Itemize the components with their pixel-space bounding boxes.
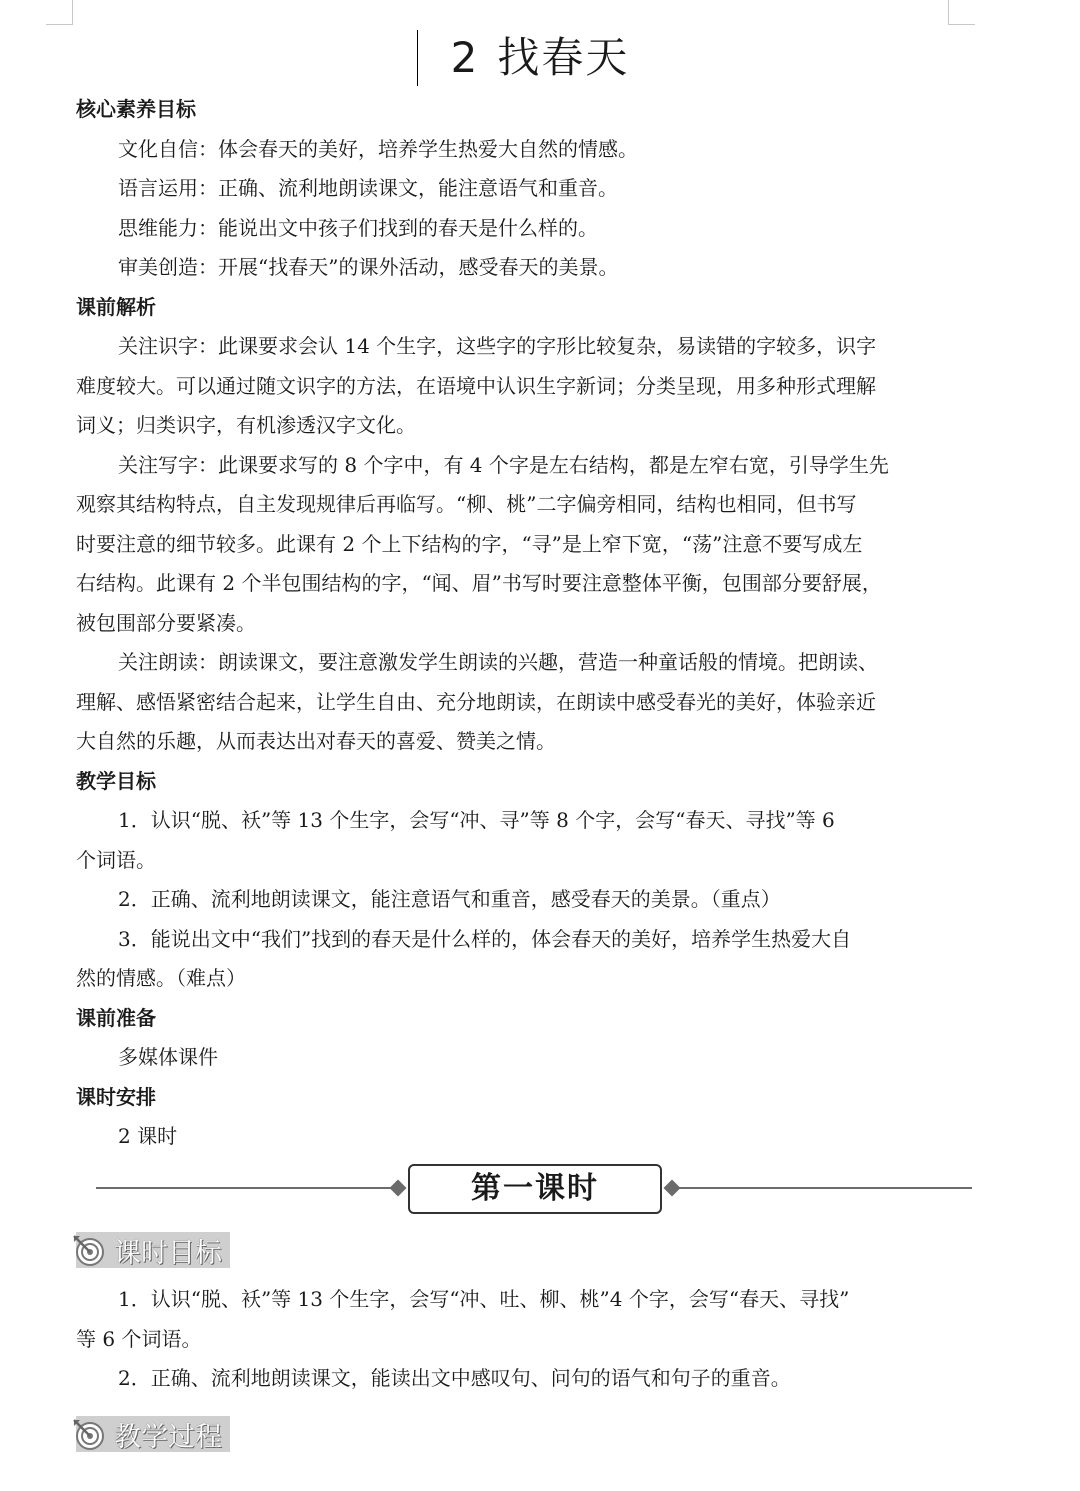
process-tag-label: 教学过程 [114, 1421, 222, 1453]
core-goal-line: 文化自信：体会春天的美好，培养学生热爱大自然的情感。 [118, 136, 638, 161]
teaching-goal-line: 然的情感。（难点） [76, 966, 246, 990]
schedule-text: 2 课时 [118, 1124, 178, 1148]
target-icon [72, 1416, 112, 1452]
heading-core-goals: 核心素养目标 [76, 97, 196, 121]
divider-diamond-left [390, 1180, 407, 1197]
heading-teaching-goals: 教学目标 [76, 768, 156, 793]
lesson-goal-line: 2．正确、流利地朗读课文，能读出文中感叹句、问句的语气和句子的重音。 [118, 1366, 791, 1390]
lesson-divider-label: 第一课时 [408, 1164, 662, 1214]
analysis-writing-line: 被包围部分要紧凑。 [76, 610, 256, 635]
lesson-goals-body [76, 1280, 950, 1399]
heading-preparation: 课前准备 [76, 1005, 156, 1030]
heading-analysis: 课前解析 [76, 294, 156, 319]
crop-mark-top-right [948, 0, 975, 25]
teaching-goal-line: 个词语。 [76, 847, 156, 872]
analysis-literacy-line: 关注识字：此课要求会认 14 个生字，这些字的字形比较复杂，易读错的字较多，识字 [118, 334, 877, 358]
analysis-writing-line: 右结构。此课有 2 个半包围结构的字，“闻、眉”书写时要注意整体平衡，包围部分要舒展， [76, 571, 882, 595]
lesson-goals-tag-label: 课时目标 [114, 1237, 222, 1269]
teaching-goal-line: 3．能说出文中“我们”找到的春天是什么样的，体会春天的美好，培养学生热爱大自 [118, 926, 852, 951]
process-tag [76, 1416, 230, 1452]
crop-mark-top-left [46, 0, 73, 25]
divider-rule-right [672, 1187, 972, 1189]
lesson-title: 找春天 [497, 33, 630, 82]
divider-rule-left [96, 1187, 396, 1189]
analysis-literacy-line: 词义；归类识字，有机渗透汉字文化。 [76, 413, 416, 437]
analysis-writing-line: 时要注意的细节较多。此课有 2 个上下结构的字，“寻”是上窄下宽，“荡”注意不要写成左 [76, 531, 863, 556]
teaching-goal-line: 1．认识“脱、袄”等 13 个生字，会写“冲、寻”等 8 个字，会写“春天、寻找”等 6 [118, 808, 835, 832]
analysis-reading-line: 大自然的乐趣，从而表达出对春天的喜爱、赞美之情。 [76, 729, 556, 753]
teaching-goal-line: 2．正确、流利地朗读课文，能注意语气和重音，感受春天的美景。（重点） [118, 887, 781, 911]
lesson-divider [96, 1162, 972, 1214]
analysis-writing-line: 关注写字：此课要求写的 8 个字中，有 4 个字是左右结构，都是左窄右宽，引导学生先 [118, 452, 889, 477]
core-goal-line: 审美创造：开展“找春天”的课外活动，感受春天的美景。 [118, 255, 619, 279]
lesson-goal-line: 等 6 个词语。 [76, 1326, 202, 1351]
core-goal-line: 语言运用：正确、流利地朗读课文，能注意语气和重音。 [118, 176, 618, 200]
analysis-reading-line: 关注朗读：朗读课文，要注意激发学生朗读的兴趣，营造一种童话般的情境。把朗读、 [118, 650, 878, 674]
analysis-literacy-line: 难度较大。可以通过随文识字的方法，在语境中认识生字新词；分类呈现，用多种形式理解 [76, 373, 876, 398]
lesson-goals-tag [76, 1232, 230, 1268]
document-body [76, 90, 950, 1157]
preparation-text: 多媒体课件 [118, 1045, 218, 1069]
lesson-number: 2 [450, 33, 480, 82]
core-goal-line: 思维能力：能说出文中孩子们找到的春天是什么样的。 [118, 215, 598, 240]
lesson-goal-line: 1．认识“脱、袄”等 13 个生字，会写“冲、吐、柳、桃”4 个字，会写“春天、寻找” [118, 1287, 850, 1311]
heading-schedule: 课时安排 [76, 1084, 156, 1109]
analysis-writing-line: 观察其结构特点，自主发现规律后再临写。“柳、桃”二字偏旁相同，结构也相同，但书写 [76, 492, 857, 516]
analysis-reading-line: 理解、感悟紧密结合起来，让学生自由、充分地朗读，在朗读中感受春光的美好，体验亲近 [76, 689, 876, 714]
page-title [0, 28, 1080, 88]
target-icon [72, 1232, 112, 1268]
